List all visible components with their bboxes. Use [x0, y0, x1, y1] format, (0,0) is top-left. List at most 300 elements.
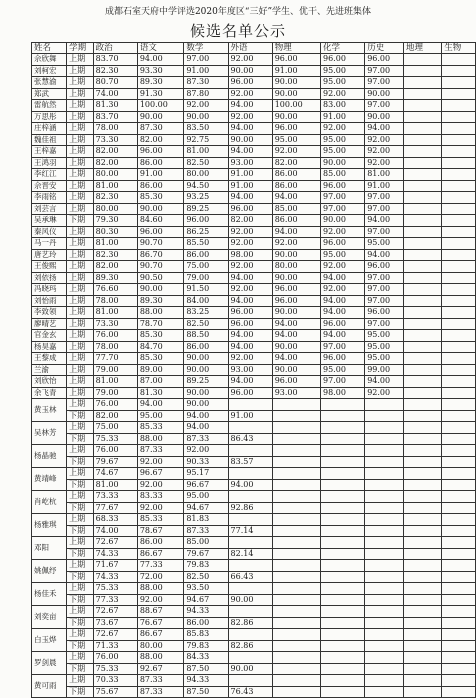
term-cell: 下期: [67, 663, 94, 675]
empty-cell: [403, 686, 441, 698]
table-row: [32, 652, 476, 664]
score-cell: 82.86: [228, 640, 272, 652]
score-cell: 96.00: [137, 226, 184, 238]
score-cell: 91.00: [365, 180, 404, 192]
score-cell: 95.00: [365, 330, 404, 342]
score-cell: 92.00: [228, 353, 272, 365]
score-cell: [403, 123, 441, 135]
empty-cell: [365, 617, 404, 629]
score-cell: 92.00: [228, 238, 272, 250]
score-cell: 90.00: [184, 364, 228, 376]
empty-cell: [442, 663, 476, 675]
score-cell: 87.50: [184, 663, 228, 675]
score-cell: 92.00: [321, 123, 365, 135]
score-cell: 82.50: [184, 318, 228, 330]
score-cell: 85.30: [137, 353, 184, 365]
score-cell: [403, 261, 441, 273]
score-cell: 93.50: [184, 583, 228, 595]
score-cell: [442, 284, 476, 296]
empty-cell: [403, 525, 441, 537]
table-row: [32, 640, 476, 652]
score-cell: 100.00: [272, 100, 320, 112]
score-cell: 90.33: [184, 456, 228, 468]
score-cell: 76.00: [93, 330, 137, 342]
score-cell: [442, 169, 476, 181]
score-cell: 77.67: [93, 502, 137, 514]
score-cell: 85.33: [137, 422, 184, 434]
score-cell: 90.00: [272, 307, 320, 319]
empty-cell: [272, 686, 320, 698]
score-cell: 97.00: [321, 341, 365, 353]
score-cell: 92.00: [272, 146, 320, 158]
score-cell: 87.50: [184, 686, 228, 698]
score-cell: 82.30: [93, 65, 137, 77]
score-cell: [403, 238, 441, 250]
empty-cell: [272, 594, 320, 606]
score-cell: 上期: [67, 295, 94, 307]
student-name: 白玉烨: [32, 629, 67, 652]
empty-cell: [365, 606, 404, 618]
score-cell: 73.67: [93, 617, 137, 629]
table-row: [32, 560, 476, 572]
header-cell: 数学: [184, 43, 228, 54]
score-cell: 上期: [67, 65, 94, 77]
candidate-table: [31, 42, 476, 698]
score-cell: 上期: [67, 261, 94, 273]
score-cell: 92.00: [321, 226, 365, 238]
empty-cell: [272, 514, 320, 526]
empty-cell: [403, 583, 441, 595]
score-cell: 94.00: [228, 100, 272, 112]
score-cell: [442, 387, 476, 399]
table-row: [32, 686, 476, 698]
score-cell: 91.00: [228, 180, 272, 192]
score-cell: 90.00: [272, 364, 320, 376]
score-cell: 95.17: [184, 468, 228, 480]
score-cell: 92.00: [137, 479, 184, 491]
score-cell: 86.00: [184, 249, 228, 261]
header-cell: 语文: [137, 43, 184, 54]
score-cell: 72.67: [93, 537, 137, 549]
empty-cell: [365, 560, 404, 572]
score-cell: 92.00: [137, 594, 184, 606]
empty-cell: [321, 640, 365, 652]
empty-cell: [442, 606, 476, 618]
student-name: 刘怡雨: [32, 295, 67, 307]
table-row: [32, 537, 476, 549]
score-cell: 87.33: [137, 686, 184, 698]
score-cell: 87.30: [137, 123, 184, 135]
empty-cell: [403, 502, 441, 514]
score-cell: 90.00: [137, 203, 184, 215]
score-cell: 97.00: [365, 226, 404, 238]
score-cell: 82.00: [228, 215, 272, 227]
score-cell: 79.67: [184, 548, 228, 560]
score-cell: 96.00: [272, 295, 320, 307]
student-name: 肖屹杭: [32, 491, 67, 514]
empty-cell: [272, 456, 320, 468]
term-cell: 上期: [67, 675, 94, 687]
score-cell: [442, 261, 476, 273]
score-cell: 83.70: [93, 54, 137, 66]
table-row: [32, 146, 476, 158]
score-cell: 94.00: [365, 123, 404, 135]
score-cell: 90.00: [137, 111, 184, 123]
empty-cell: [442, 445, 476, 457]
score-cell: 75.33: [93, 433, 137, 445]
score-cell: 76.60: [93, 284, 137, 296]
empty-cell: [403, 617, 441, 629]
score-cell: 85.83: [184, 629, 228, 641]
score-cell: [403, 215, 441, 227]
empty-cell: [365, 652, 404, 664]
empty-cell: [272, 617, 320, 629]
table-row: [32, 376, 476, 388]
score-cell: [403, 387, 441, 399]
empty-cell: [272, 571, 320, 583]
score-cell: 86.67: [137, 629, 184, 641]
table-row: [32, 54, 476, 66]
score-cell: 84.60: [137, 215, 184, 227]
empty-cell: [272, 606, 320, 618]
score-cell: 79.67: [93, 456, 137, 468]
empty-cell: [272, 445, 320, 457]
score-cell: 82.00: [272, 157, 320, 169]
score-cell: [442, 134, 476, 146]
score-cell: 71.33: [93, 640, 137, 652]
score-cell: 89.25: [184, 376, 228, 388]
empty-cell: [403, 445, 441, 457]
score-cell: 86.00: [184, 617, 228, 629]
empty-cell: [403, 399, 441, 411]
score-cell: 75.00: [93, 422, 137, 434]
empty-cell: [365, 571, 404, 583]
score-cell: 81.00: [93, 180, 137, 192]
term-cell: 下期: [67, 502, 94, 514]
empty-cell: [403, 675, 441, 687]
empty-cell: [442, 675, 476, 687]
empty-cell: [403, 560, 441, 572]
score-cell: [442, 65, 476, 77]
score-cell: 93.00: [228, 364, 272, 376]
score-cell: 77.70: [93, 353, 137, 365]
student-name: 庄梓涵: [32, 123, 67, 135]
empty-cell: [272, 663, 320, 675]
score-cell: 74.33: [93, 548, 137, 560]
score-cell: 94.00: [365, 215, 404, 227]
score-cell: 92.00: [365, 134, 404, 146]
score-cell: 94.00: [228, 146, 272, 158]
student-name: 刘奕亩: [32, 606, 67, 629]
score-cell: 上期: [67, 284, 94, 296]
score-cell: 95.00: [321, 146, 365, 158]
score-cell: [403, 295, 441, 307]
empty-cell: [321, 479, 365, 491]
score-cell: 87.33: [184, 433, 228, 445]
score-cell: 92.00: [365, 387, 404, 399]
score-cell: 68.33: [93, 514, 137, 526]
score-cell: 81.83: [184, 514, 228, 526]
student-name: 王鸿羽: [32, 157, 67, 169]
score-cell: 94.00: [228, 272, 272, 284]
score-cell: 下期: [67, 215, 94, 227]
term-cell: 上期: [67, 652, 94, 664]
score-cell: 94.00: [137, 399, 184, 411]
score-cell: 92.00: [365, 146, 404, 158]
score-cell: 86.43: [228, 433, 272, 445]
score-cell: 97.00: [184, 54, 228, 66]
table-row: [32, 399, 476, 411]
empty-cell: [321, 594, 365, 606]
score-cell: 100.00: [137, 100, 184, 112]
score-cell: 76.43: [228, 686, 272, 698]
score-cell: 94.00: [184, 422, 228, 434]
table-row: [32, 456, 476, 468]
term-cell: 上期: [67, 422, 94, 434]
score-cell: 87.80: [184, 88, 228, 100]
student-name: 万思彤: [32, 111, 67, 123]
score-cell: 75.67: [93, 686, 137, 698]
score-cell: 89.00: [137, 364, 184, 376]
score-cell: [403, 111, 441, 123]
empty-cell: [321, 468, 365, 480]
score-cell: 85.30: [137, 192, 184, 204]
score-cell: 81.30: [137, 387, 184, 399]
student-name: 余飞青: [32, 387, 67, 399]
empty-cell: [403, 571, 441, 583]
score-cell: 92.75: [184, 134, 228, 146]
score-cell: 92.00: [184, 100, 228, 112]
table-row: [32, 387, 476, 399]
score-cell: 86.00: [184, 341, 228, 353]
score-cell: 97.00: [365, 192, 404, 204]
empty-cell: [442, 456, 476, 468]
table-row: [32, 364, 476, 376]
score-cell: [442, 238, 476, 250]
score-cell: 96.00: [321, 54, 365, 66]
table-row: [32, 422, 476, 434]
score-cell: [228, 468, 272, 480]
student-name: 黄可雨: [32, 675, 67, 698]
empty-cell: [442, 525, 476, 537]
score-cell: 90.00: [228, 134, 272, 146]
header-cell: 物理: [272, 43, 320, 54]
score-cell: 82.30: [93, 192, 137, 204]
student-name: 李红江: [32, 169, 67, 181]
empty-cell: [442, 422, 476, 434]
score-cell: 92.86: [228, 502, 272, 514]
empty-cell: [365, 422, 404, 434]
score-cell: [403, 249, 441, 261]
score-cell: [403, 88, 441, 100]
score-cell: 96.00: [272, 123, 320, 135]
score-cell: 94.00: [272, 192, 320, 204]
score-cell: 上期: [67, 77, 94, 89]
empty-cell: [321, 525, 365, 537]
score-cell: [442, 226, 476, 238]
empty-cell: [272, 537, 320, 549]
score-cell: [442, 330, 476, 342]
score-cell: [442, 77, 476, 89]
empty-cell: [365, 491, 404, 503]
score-cell: 95.00: [321, 65, 365, 77]
score-cell: 90.00: [272, 249, 320, 261]
header-cell: 学期: [67, 43, 94, 54]
score-cell: 88.67: [137, 606, 184, 618]
score-cell: 上期: [67, 146, 94, 158]
score-cell: [442, 88, 476, 100]
score-cell: 88.00: [137, 307, 184, 319]
score-cell: 92.00: [228, 284, 272, 296]
score-cell: 82.00: [137, 134, 184, 146]
score-cell: 88.00: [137, 652, 184, 664]
score-cell: 92.00: [228, 226, 272, 238]
score-cell: 79.83: [184, 560, 228, 572]
score-cell: 上期: [67, 88, 94, 100]
student-name: 姚佩纾: [32, 560, 67, 583]
empty-cell: [321, 548, 365, 560]
score-cell: 94.00: [321, 272, 365, 284]
term-cell: 下期: [67, 686, 94, 698]
score-cell: [403, 272, 441, 284]
score-cell: [403, 180, 441, 192]
table-header: [32, 43, 476, 54]
empty-cell: [442, 537, 476, 549]
score-cell: 81.30: [93, 100, 137, 112]
score-cell: 82.00: [93, 157, 137, 169]
student-name: 刘芸言: [32, 203, 67, 215]
student-name: 王黎成: [32, 353, 67, 365]
score-cell: 70.33: [93, 675, 137, 687]
score-cell: 87.00: [137, 376, 184, 388]
score-cell: 92.00: [321, 88, 365, 100]
table-row: [32, 180, 476, 192]
term-cell: 上期: [67, 629, 94, 641]
score-cell: 74.00: [93, 525, 137, 537]
empty-cell: [365, 399, 404, 411]
score-cell: 83.25: [184, 307, 228, 319]
header-cell: 生物: [442, 43, 476, 54]
empty-cell: [272, 675, 320, 687]
score-cell: 76.67: [137, 617, 184, 629]
score-cell: 90.00: [365, 88, 404, 100]
empty-cell: [442, 629, 476, 641]
empty-cell: [365, 629, 404, 641]
term-cell: 下期: [67, 640, 94, 652]
score-cell: [442, 100, 476, 112]
score-cell: [228, 652, 272, 664]
table-row: [32, 238, 476, 250]
empty-cell: [403, 491, 441, 503]
empty-cell: [442, 479, 476, 491]
score-cell: 83.33: [137, 491, 184, 503]
header-cell: 化学: [321, 43, 365, 54]
table-row: [32, 318, 476, 330]
score-cell: 90.00: [272, 111, 320, 123]
empty-cell: [321, 410, 365, 422]
score-cell: 81.00: [365, 169, 404, 181]
score-cell: 78.67: [137, 525, 184, 537]
empty-cell: [403, 548, 441, 560]
empty-cell: [442, 433, 476, 445]
score-cell: 83.00: [321, 100, 365, 112]
score-cell: 95.00: [365, 238, 404, 250]
empty-cell: [442, 399, 476, 411]
score-cell: 92.00: [137, 502, 184, 514]
score-cell: 93.00: [228, 157, 272, 169]
score-cell: 75.33: [93, 663, 137, 675]
score-cell: 91.00: [137, 169, 184, 181]
table-row: [32, 479, 476, 491]
score-cell: [228, 399, 272, 411]
score-cell: 97.00: [365, 77, 404, 89]
table-row: [32, 226, 476, 238]
term-cell: 上期: [67, 468, 94, 480]
score-cell: 92.00: [137, 456, 184, 468]
score-cell: 上期: [67, 318, 94, 330]
score-cell: 92.00: [228, 111, 272, 123]
score-cell: 80.00: [137, 640, 184, 652]
empty-cell: [272, 399, 320, 411]
score-cell: 94.00: [321, 295, 365, 307]
score-cell: 88.00: [137, 433, 184, 445]
score-cell: 71.67: [93, 560, 137, 572]
student-name: 杨佳禾: [32, 583, 67, 606]
score-cell: 97.00: [365, 203, 404, 215]
score-cell: [403, 157, 441, 169]
score-cell: 上期: [67, 238, 94, 250]
score-cell: 上期: [67, 341, 94, 353]
table-row: [32, 445, 476, 457]
empty-cell: [403, 594, 441, 606]
score-cell: 75.00: [184, 261, 228, 273]
score-cell: 79.30: [93, 215, 137, 227]
score-cell: 80.00: [272, 261, 320, 273]
score-cell: [442, 111, 476, 123]
score-cell: 94.00: [365, 249, 404, 261]
score-cell: 73.33: [93, 491, 137, 503]
score-cell: 95.00: [184, 491, 228, 503]
score-cell: 91.00: [228, 169, 272, 181]
score-cell: 85.00: [184, 537, 228, 549]
table-row: [32, 249, 476, 261]
empty-cell: [365, 583, 404, 595]
score-cell: 91.00: [321, 111, 365, 123]
score-cell: 76.00: [93, 652, 137, 664]
empty-cell: [321, 502, 365, 514]
score-cell: 90.00: [321, 157, 365, 169]
score-cell: [403, 192, 441, 204]
score-cell: 86.00: [137, 157, 184, 169]
table-row: [32, 307, 476, 319]
term-cell: 下期: [67, 456, 94, 468]
empty-cell: [442, 571, 476, 583]
score-cell: 96.00: [365, 307, 404, 319]
empty-cell: [403, 479, 441, 491]
student-name: 杨晶驰: [32, 445, 67, 468]
score-cell: 96.00: [228, 77, 272, 89]
score-cell: 94.00: [321, 307, 365, 319]
score-cell: 79.00: [93, 387, 137, 399]
empty-cell: [403, 456, 441, 468]
score-cell: 94.33: [184, 606, 228, 618]
table-row: [32, 192, 476, 204]
empty-cell: [365, 433, 404, 445]
term-cell: 上期: [67, 606, 94, 618]
score-cell: 96.00: [228, 318, 272, 330]
empty-cell: [272, 422, 320, 434]
score-cell: 92.00: [228, 54, 272, 66]
